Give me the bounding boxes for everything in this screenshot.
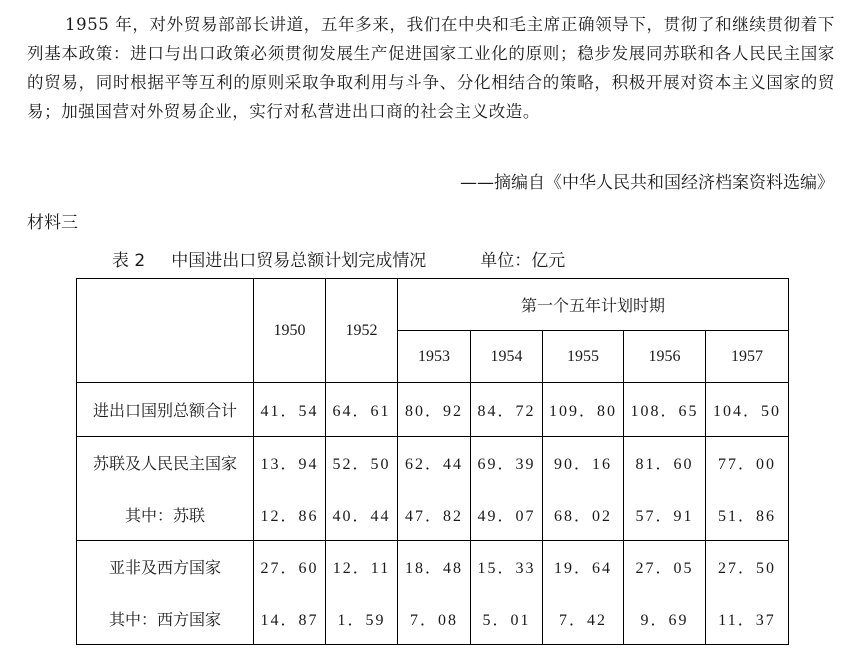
value-cell: 104．50 <box>706 383 789 437</box>
value-cell: 81．60 <box>635 456 694 473</box>
table-number: 表 2 <box>112 251 146 271</box>
subvalue-cell: 7．42 <box>558 612 607 629</box>
policy-paragraph <box>27 10 835 126</box>
year-header: 1957 <box>706 331 789 383</box>
value-cell: 108．65 <box>624 383 706 437</box>
value-cell: 27．60 <box>260 560 319 577</box>
value-cell: 52．50 <box>332 456 391 473</box>
value-cell: 62．44 <box>404 456 463 473</box>
subvalue-cell: 9．69 <box>640 612 689 629</box>
table-caption <box>112 246 565 271</box>
row-label: 进出口国别总额合计 <box>77 383 254 437</box>
value-cell: 84．72 <box>471 383 543 437</box>
subvalue-cell: 40．44 <box>332 508 391 525</box>
table-row <box>77 437 789 541</box>
header-corner <box>77 279 254 383</box>
table-row <box>77 383 789 437</box>
row-label-group <box>77 541 254 645</box>
row-label-group <box>77 437 254 541</box>
table-row <box>77 541 789 645</box>
value-cell: 80．92 <box>398 383 471 437</box>
value-cell: 41．54 <box>254 383 326 437</box>
year-header: 1956 <box>624 331 706 383</box>
value-cell: 69．39 <box>477 456 536 473</box>
subvalue-cell: 57．91 <box>635 508 694 525</box>
subvalue-cell: 47．82 <box>404 508 463 525</box>
value-cell: 109．80 <box>543 383 624 437</box>
value-cell: 77．00 <box>718 456 777 473</box>
year-header: 1952 <box>326 279 398 383</box>
row-label: 亚非及西方国家 <box>108 560 221 577</box>
value-cell: 18．48 <box>404 560 463 577</box>
year-header: 1954 <box>471 331 543 383</box>
subvalue-cell: 68．02 <box>553 508 612 525</box>
value-cell: 90．16 <box>553 456 612 473</box>
value-cell: 15．33 <box>477 560 536 577</box>
year-header: 1950 <box>254 279 326 383</box>
value-cell: 27．50 <box>718 560 777 577</box>
value-cell: 12．11 <box>332 560 391 577</box>
source-citation: ——摘编自《中华人民共和国经济档案资料选编》 <box>460 173 834 193</box>
subvalue-cell: 7．08 <box>409 612 458 629</box>
subvalue-cell: 49．07 <box>477 508 536 525</box>
subvalue-cell: 1．59 <box>337 612 386 629</box>
subvalue-cell: 14．87 <box>260 612 319 629</box>
five-year-plan-header: 第一个五年计划时期 <box>398 279 789 331</box>
subvalue-cell: 51．86 <box>718 508 777 525</box>
row-label: 苏联及人民民主国家 <box>92 456 237 473</box>
value-cell: 19．64 <box>553 560 612 577</box>
table-title: 中国进出口贸易总额计划完成情况 <box>171 251 427 271</box>
row-sublabel: 其中：苏联 <box>124 508 205 525</box>
value-cell: 64．61 <box>326 383 398 437</box>
year-header: 1955 <box>543 331 624 383</box>
subvalue-cell: 12．86 <box>260 508 319 525</box>
value-cell: 13．94 <box>260 456 319 473</box>
row-sublabel: 其中：西方国家 <box>108 612 221 629</box>
trade-table <box>76 278 789 645</box>
subvalue-cell: 5．01 <box>482 612 531 629</box>
table-unit: 单位：亿元 <box>480 251 566 271</box>
policy-paragraph-text: 1955 年，对外贸易部部长讲道，五年多来，我们在中央和毛主席正确领导下，贯彻了和继续贯彻着下列基本政策：进口与出口政策必须贯彻发展生产促进国家工业化的原则；稳步发展同苏联和各人民民主国家的贸易，同时根据平等互利的原则采取争取利用与斗争、分化相结合的策略，积极开展对资本主义国家的贸易；加强国营对外贸易企业，实行对私营进出口商的社会主义改造。 <box>27 15 835 121</box>
subvalue-cell: 11．37 <box>718 612 776 629</box>
material-label: 材料三 <box>27 213 78 233</box>
year-header: 1953 <box>398 331 471 383</box>
value-cell: 27．05 <box>635 560 694 577</box>
